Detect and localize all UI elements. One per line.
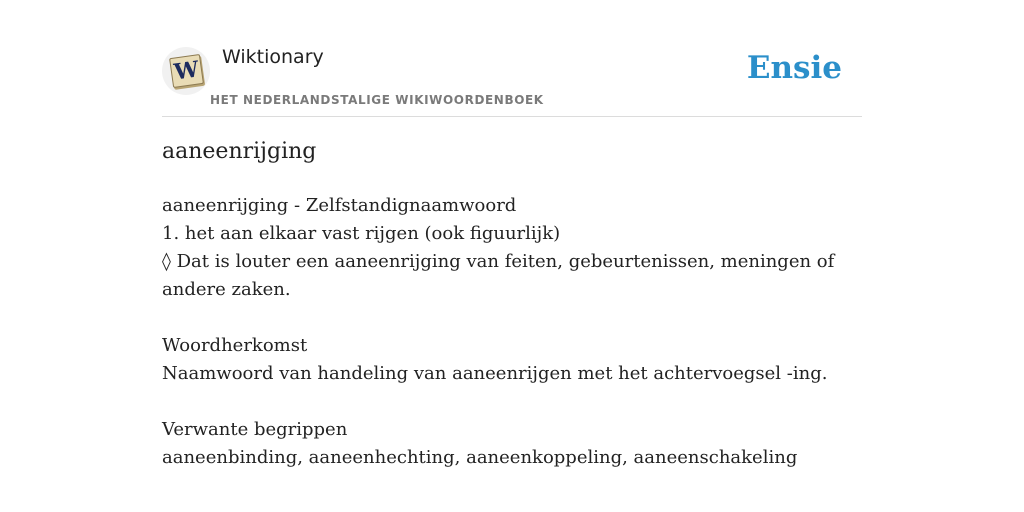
site-title[interactable]: Wiktionary: [222, 46, 324, 68]
related-terms: aaneenbinding, aaneenhechting, aaneenkoppeling, aaneenschakeling: [162, 447, 798, 468]
entry-heading: aaneenrijging - Zelfstandignaamwoord: [162, 195, 517, 216]
spacer: [162, 304, 867, 332]
entry-definition: 1. het aan elkaar vast rijgen (ook figuurlijk): [162, 223, 561, 244]
wiktionary-logo[interactable]: [162, 47, 210, 95]
entry-example: ◊ Dat is louter een aaneenrijging van feiten, gebeurtenissen, meningen of andere zaken.: [162, 251, 835, 300]
site-header: [162, 0, 862, 117]
related-heading: Verwante begrippen: [162, 419, 348, 440]
etymology-text: Naamwoord van handeling van aaneenrijgen met het achtervoegsel -ing.: [162, 363, 828, 384]
site-subtitle: HET NEDERLANDSTALIGE WIKIWOORDENBOEK: [210, 93, 544, 107]
ensie-brand-link[interactable]: Ensie: [746, 50, 842, 86]
wiktionary-logo-icon: W: [169, 54, 204, 88]
entry-content: [162, 192, 867, 472]
etymology-heading: Woordherkomst: [162, 335, 308, 356]
page-title: aaneenrijging: [162, 139, 317, 164]
spacer: [162, 388, 867, 416]
